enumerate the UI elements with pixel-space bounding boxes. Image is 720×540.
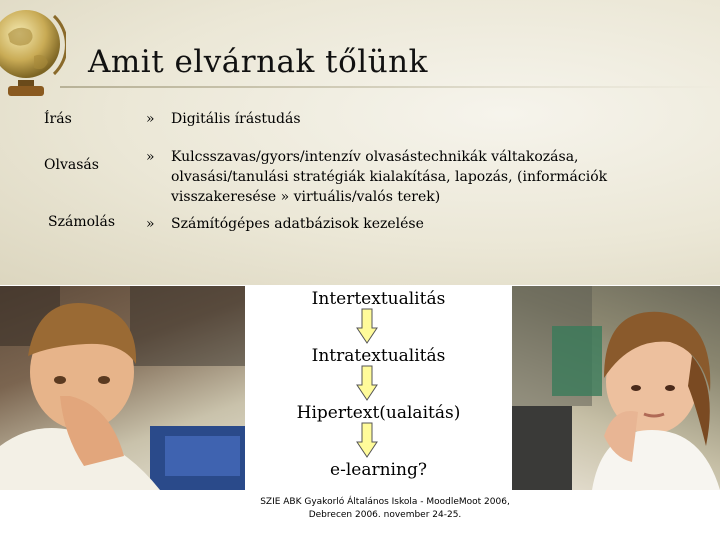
arrow-down-icon xyxy=(356,308,378,344)
photo-boy xyxy=(0,286,245,490)
row-text-iras: Digitális írástudás xyxy=(171,111,301,127)
arrow-down-icon xyxy=(356,422,378,458)
row-bullet: » xyxy=(146,111,155,127)
page-title: Amit elvárnak tőlünk xyxy=(88,44,428,80)
arrow-down-icon xyxy=(356,365,378,401)
flow-step-intratextualitas: Intratextualitás xyxy=(311,346,446,366)
footer-line-1: SZIE ABK Gyakorló Általános Iskola - MoodleMoot 2006, xyxy=(260,497,510,507)
row-text-szamolas: Számítógépes adatbázisok kezelése xyxy=(171,216,424,232)
title-divider xyxy=(60,86,720,88)
flow-step-elearning: e-learning? xyxy=(330,460,427,480)
photo-girl xyxy=(512,286,720,490)
flow-step-intertextualitas: Intertextualitás xyxy=(311,289,446,309)
flow-step-hipertext: Hipertext(ualaitás) xyxy=(296,403,461,423)
row-label-szamolas: Számolás xyxy=(48,214,116,230)
row-label-iras: Írás xyxy=(44,111,72,127)
globe-icon xyxy=(0,4,66,104)
row-bullet: » xyxy=(146,216,155,232)
row-bullet: » xyxy=(146,149,155,165)
row-label-olvasas: Olvasás xyxy=(44,157,99,173)
row-text-olvasas: Kulcsszavas/gyors/intenzív olvasástechnikák váltakozása, olvasási/tanulási stratégiák kialakítása, lapozás, (információk visszakeresése » virtuális/valós terek) xyxy=(171,149,608,205)
footer-line-2: Debrecen 2006. november 24-25. xyxy=(308,510,462,520)
